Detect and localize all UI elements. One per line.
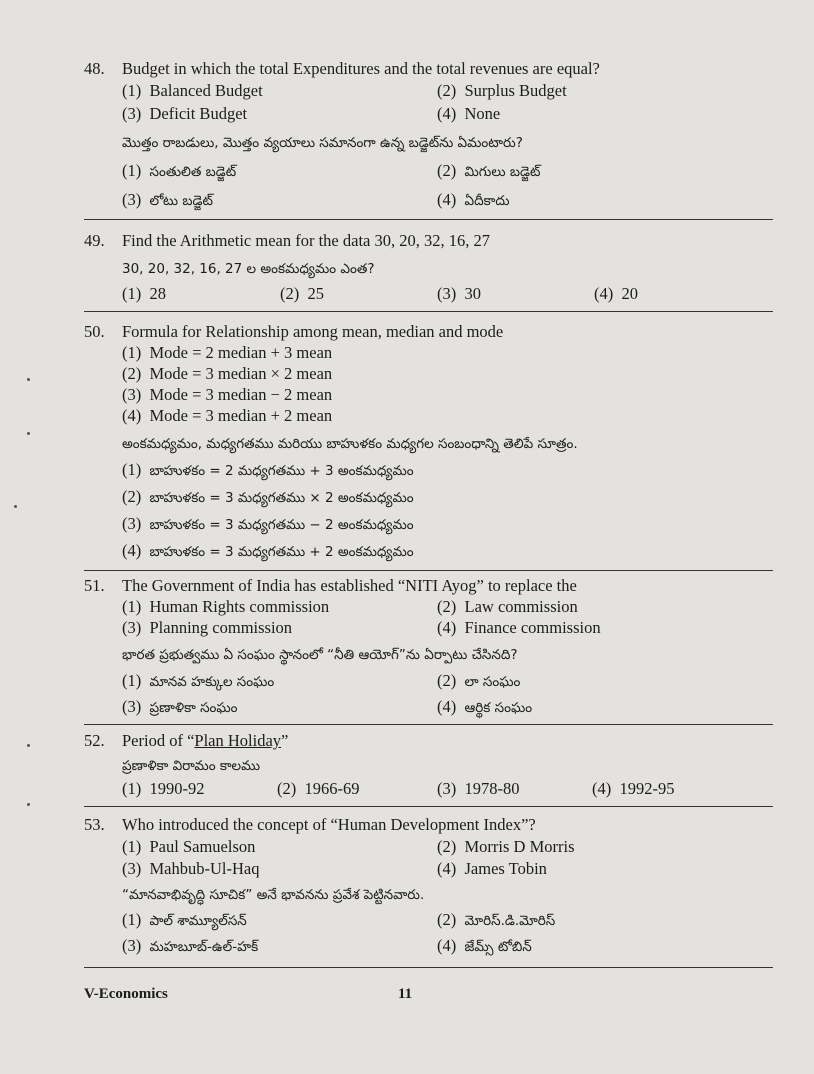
option: (2) Mode = 3 median × 2 mean [122, 364, 333, 383]
question-number: 50. [84, 322, 105, 341]
telugu-question-text: భారత ప్రభుత్వము ఏ సంఘం స్థానంలో “నీతి ఆయోగ్”ను ఏర్పాటు చేసినది? [122, 647, 518, 663]
telugu-option: (1) మానవ హక్కుల సంఘం [122, 671, 275, 690]
question-number: 48. [84, 59, 105, 78]
telugu-question-text: మొత్తం రాబడులు, మొత్తం వ్యయాలు సమానంగా ఉన్న బడ్జెట్‌ను ఏమంటారు? [122, 135, 523, 151]
option: (1) 28 [122, 284, 166, 303]
telugu-option: (2) మోరిస్.డి.మోరిస్ [437, 910, 556, 929]
question-number: 52. [84, 731, 105, 750]
footer-subject: V-Economics [84, 986, 168, 1002]
telugu-question-text: 30, 20, 32, 16, 27 ల అంకమధ్యమం ఎంత? [122, 261, 375, 277]
question-text: Find the Arithmetic mean for the data 30, 20, 32, 16, 27 [122, 231, 490, 250]
option: (3) Deficit Budget [122, 104, 248, 123]
divider [84, 967, 773, 968]
option: (4) 1992-95 [592, 779, 675, 798]
telugu-option: (4) జేమ్స్ టోబిన్ [437, 936, 532, 955]
telugu-option: (1) సంతులిత బడ్జెట్ [122, 161, 237, 180]
telugu-option: (3) బాహుళకం = 3 మధ్యగతము − 2 అంకమధ్యమం [122, 514, 414, 533]
option: (4) Mode = 3 median + 2 mean [122, 406, 333, 425]
telugu-question-text: ప్రణాళికా విరామం కాలము [122, 758, 261, 774]
option: (1) Mode = 2 median + 3 mean [122, 343, 333, 362]
scan-speck [27, 803, 30, 806]
option: (2) Morris D Morris [437, 837, 575, 856]
scan-speck [14, 505, 17, 508]
question-text: Budget in which the total Expenditures and the total revenues are equal? [122, 59, 600, 78]
option: (3) Mahbub-Ul-Haq [122, 859, 260, 878]
question-text: Period of “Plan Holiday” [122, 731, 289, 750]
telugu-question-text: “మానవాభివృద్ధి సూచిక” అనే భావనను ప్రవేశ పెట్టినవారు. [122, 887, 425, 903]
telugu-option: (4) బాహుళకం = 3 మధ్యగతము + 2 అంకమధ్యమం [122, 541, 414, 560]
option: (3) 1978-80 [437, 779, 520, 798]
option: (3) Mode = 3 median − 2 mean [122, 385, 333, 404]
page-number: 11 [398, 986, 413, 1002]
telugu-option: (4) ఏదీకాదు [437, 190, 510, 209]
divider [84, 570, 773, 571]
telugu-option: (4) ఆర్థిక సంఘం [437, 697, 533, 716]
option: (1) Human Rights commission [122, 597, 330, 616]
question-number: 51. [84, 576, 105, 595]
telugu-option: (1) పాల్ శామ్యూల్‌సన్ [122, 910, 247, 929]
telugu-option: (3) లోటు బడ్జెట్ [122, 190, 213, 209]
telugu-option: (2) మిగులు బడ్జెట్ [437, 161, 541, 180]
divider [84, 724, 773, 725]
scan-speck [27, 378, 30, 381]
option: (1) 1990-92 [122, 779, 205, 798]
option: (4) 20 [594, 284, 638, 303]
telugu-option: (3) ప్రణాళికా సంఘం [122, 697, 238, 716]
telugu-option: (3) మహబూబ్-ఉల్-హక్ [122, 936, 259, 955]
option: (3) 30 [437, 284, 481, 303]
option: (4) None [437, 104, 501, 123]
option: (2) 1966-69 [277, 779, 360, 798]
option: (4) James Tobin [437, 859, 547, 878]
telugu-option: (2) బాహుళకం = 3 మధ్యగతము × 2 అంకమధ్యమం [122, 487, 414, 506]
divider [84, 311, 773, 312]
option: (2) Law commission [437, 597, 578, 616]
divider [84, 219, 773, 220]
question-number: 53. [84, 815, 105, 834]
question-text: Formula for Relationship among mean, median and mode [122, 322, 504, 341]
question-text: Who introduced the concept of “Human Development Index”? [122, 815, 536, 834]
option: (2) 25 [280, 284, 324, 303]
option: (1) Balanced Budget [122, 81, 263, 100]
telugu-option: (1) బాహుళకం = 2 మధ్యగతము + 3 అంకమధ్యమం [122, 460, 414, 479]
option: (4) Finance commission [437, 618, 601, 637]
scan-speck [27, 744, 30, 747]
option: (3) Planning commission [122, 618, 293, 637]
question-text: The Government of India has established “NITI Ayog” to replace the [122, 576, 577, 595]
scan-speck [27, 432, 30, 435]
question-number: 49. [84, 231, 105, 250]
telugu-option: (2) లా సంఘం [437, 671, 521, 690]
option: (1) Paul Samuelson [122, 837, 256, 856]
option: (2) Surplus Budget [437, 81, 567, 100]
telugu-question-text: అంకమధ్యమం, మధ్యగతము మరియు బాహుళకం మధ్యగల సంబంధాన్ని తెలిపే సూత్రం. [122, 436, 578, 452]
divider [84, 806, 773, 807]
